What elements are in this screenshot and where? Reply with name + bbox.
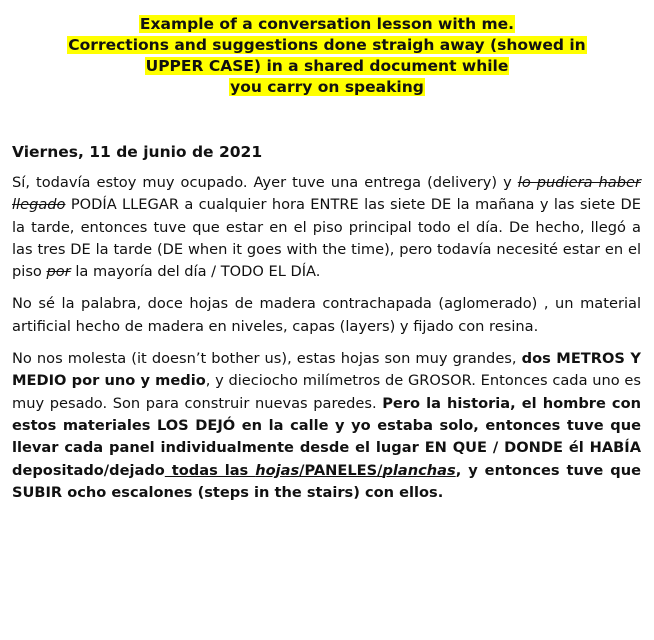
header-line-1: Example of a conversation lesson with me. [139, 15, 515, 33]
header-line-4: you carry on speaking [230, 78, 424, 96]
p3-text-a: No nos molesta (it doesn’t bother us), estas hojas son muy grandes, [12, 350, 522, 368]
lesson-date: Viernes, 11 de junio de 2021 [12, 143, 263, 161]
p3-underline-italic-f: hojas [255, 461, 300, 479]
p1-strikethrough-1: lo pudiera haber llegado [12, 174, 641, 214]
paragraph-3 [12, 348, 641, 504]
p3-underline-e: todas las [164, 461, 256, 479]
p3-bold-i: , y entonces tuve que SUBIR ocho escalones (steps in the stairs) con ellos. [12, 461, 641, 501]
p1-text-b: PODÍA LLEGAR a cualquier hora ENTRE las siete DE la mañana y las siete DE la tarde, entonces tuve que estar en el piso principal todo el día. De hecho, llegó a las tres DE la tarde (DE when it goes with the time), pero todavía necesité estar en el piso [12, 196, 641, 281]
p3-underline-italic-h: planchas [382, 461, 456, 479]
p2-text: No sé la palabra, doce hojas de madera contrachapada (aglomerado) , un material artificial hecho de madera en niveles, capas (layers) y fijado con resina. [12, 295, 641, 335]
p1-text-c: la mayoría del día / TODO EL DÍA. [70, 263, 321, 281]
p1-strikethrough-2: por [46, 263, 71, 281]
p3-bold-b: dos METROS Y MEDIO por uno y medio [12, 350, 641, 390]
p3-underline-g: /PANELES/ [299, 461, 383, 479]
p1-text-a: Sí, todavía estoy muy ocupado. Ayer tuve una entrega (delivery) y [12, 174, 518, 191]
p3-bold-d: Pero la historia, el hombre con estos materiales LOS DEJÓ en la calle y yo estaba solo, entonces tuve que llevar cada panel individualmente desde el lugar EN QUE / DONDE él HABÍA depositado/dejado [12, 394, 642, 479]
paragraph-2 [12, 293, 641, 338]
header-line-2: Corrections and suggestions done straigh away (showed in [68, 36, 586, 54]
header-line-3: UPPER CASE) in a shared document while [145, 57, 509, 75]
lesson-header [0, 14, 654, 98]
paragraph-1 [12, 172, 641, 283]
p3-text-c: , y dieciocho milímetros de GROSOR. Entonces cada uno es muy pesado. Son para construir nuevas paredes. [12, 372, 641, 412]
lesson-body [12, 172, 641, 514]
